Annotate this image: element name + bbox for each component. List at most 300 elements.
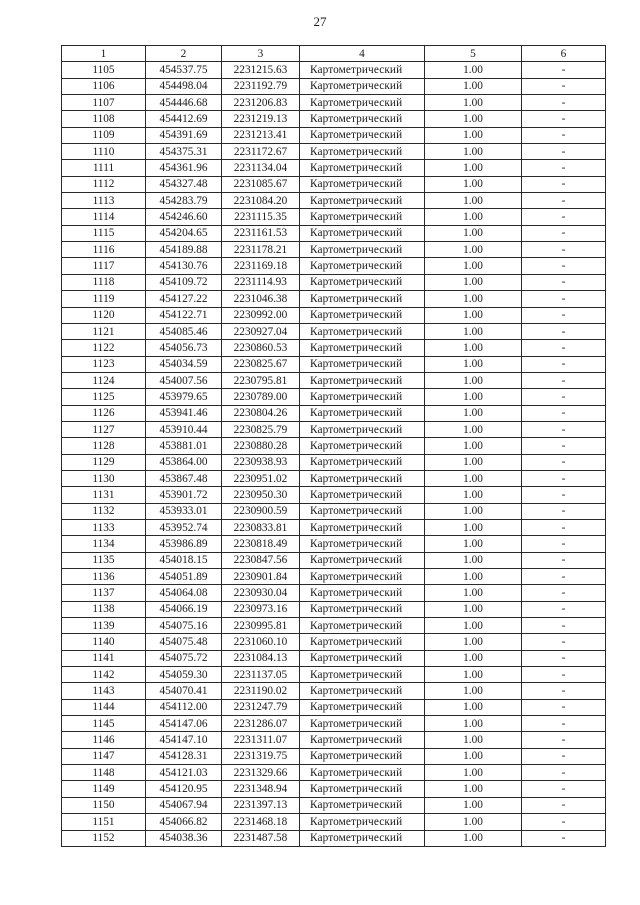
point-number-cell: 1126 xyxy=(62,405,146,421)
point-number-cell: 1124 xyxy=(62,372,146,388)
table-row xyxy=(62,618,606,634)
method-cell: Картометрический xyxy=(300,748,425,764)
x-coordinate-cell: 454120.95 xyxy=(146,781,222,797)
table-row xyxy=(62,765,606,781)
table-row xyxy=(62,372,606,388)
table-row xyxy=(62,470,606,486)
note-cell: - xyxy=(522,176,606,192)
x-coordinate-cell: 454122.71 xyxy=(146,307,222,323)
accuracy-cell: 1.00 xyxy=(425,291,522,307)
accuracy-cell: 1.00 xyxy=(425,62,522,78)
x-coordinate-cell: 454121.03 xyxy=(146,765,222,781)
point-number-cell: 1129 xyxy=(62,454,146,470)
method-cell: Картометрический xyxy=(300,274,425,290)
table-row xyxy=(62,699,606,715)
note-cell: - xyxy=(522,667,606,683)
point-number-cell: 1119 xyxy=(62,291,146,307)
x-coordinate-cell: 454204.65 xyxy=(146,225,222,241)
x-coordinate-cell: 454147.06 xyxy=(146,716,222,732)
accuracy-cell: 1.00 xyxy=(425,732,522,748)
table-row xyxy=(62,421,606,437)
accuracy-cell: 1.00 xyxy=(425,356,522,372)
table-row xyxy=(62,62,606,78)
accuracy-cell: 1.00 xyxy=(425,601,522,617)
note-cell: - xyxy=(522,389,606,405)
x-coordinate-cell: 454075.72 xyxy=(146,650,222,666)
note-cell: - xyxy=(522,95,606,111)
x-coordinate-cell: 454361.96 xyxy=(146,160,222,176)
x-coordinate-cell: 454127.22 xyxy=(146,291,222,307)
note-cell: - xyxy=(522,144,606,160)
y-coordinate-cell: 2230930.04 xyxy=(222,585,300,601)
table-row xyxy=(62,650,606,666)
header-row xyxy=(62,46,606,62)
method-cell: Картометрический xyxy=(300,781,425,797)
y-coordinate-cell: 2231190.02 xyxy=(222,683,300,699)
method-cell: Картометрический xyxy=(300,111,425,127)
accuracy-cell: 1.00 xyxy=(425,699,522,715)
accuracy-cell: 1.00 xyxy=(425,716,522,732)
method-cell: Картометрический xyxy=(300,716,425,732)
method-cell: Картометрический xyxy=(300,421,425,437)
y-coordinate-cell: 2231115.35 xyxy=(222,209,300,225)
y-coordinate-cell: 2230847.56 xyxy=(222,552,300,568)
y-coordinate-cell: 2231311.07 xyxy=(222,732,300,748)
note-cell: - xyxy=(522,716,606,732)
note-cell: - xyxy=(522,307,606,323)
accuracy-cell: 1.00 xyxy=(425,667,522,683)
note-cell: - xyxy=(522,470,606,486)
table-row xyxy=(62,405,606,421)
method-cell: Картометрический xyxy=(300,667,425,683)
x-coordinate-cell: 454007.56 xyxy=(146,372,222,388)
method-cell: Картометрический xyxy=(300,372,425,388)
column-header-2: 2 xyxy=(146,46,222,62)
x-coordinate-cell: 454066.82 xyxy=(146,814,222,830)
x-coordinate-cell: 453933.01 xyxy=(146,503,222,519)
accuracy-cell: 1.00 xyxy=(425,323,522,339)
table-row xyxy=(62,95,606,111)
accuracy-cell: 1.00 xyxy=(425,519,522,535)
y-coordinate-cell: 2231468.18 xyxy=(222,814,300,830)
x-coordinate-cell: 453979.65 xyxy=(146,389,222,405)
method-cell: Картометрический xyxy=(300,830,425,846)
note-cell: - xyxy=(522,569,606,585)
note-cell: - xyxy=(522,421,606,437)
y-coordinate-cell: 2230825.79 xyxy=(222,421,300,437)
accuracy-cell: 1.00 xyxy=(425,470,522,486)
point-number-cell: 1141 xyxy=(62,650,146,666)
table-row xyxy=(62,323,606,339)
accuracy-cell: 1.00 xyxy=(425,111,522,127)
note-cell: - xyxy=(522,160,606,176)
y-coordinate-cell: 2231060.10 xyxy=(222,634,300,650)
x-coordinate-cell: 454034.59 xyxy=(146,356,222,372)
note-cell: - xyxy=(522,634,606,650)
note-cell: - xyxy=(522,372,606,388)
y-coordinate-cell: 2231134.04 xyxy=(222,160,300,176)
note-cell: - xyxy=(522,765,606,781)
point-number-cell: 1148 xyxy=(62,765,146,781)
note-cell: - xyxy=(522,438,606,454)
point-number-cell: 1117 xyxy=(62,258,146,274)
point-number-cell: 1151 xyxy=(62,814,146,830)
method-cell: Картометрический xyxy=(300,176,425,192)
coordinates-table xyxy=(61,45,606,847)
note-cell: - xyxy=(522,699,606,715)
point-number-cell: 1132 xyxy=(62,503,146,519)
point-number-cell: 1127 xyxy=(62,421,146,437)
point-number-cell: 1107 xyxy=(62,95,146,111)
x-coordinate-cell: 454085.46 xyxy=(146,323,222,339)
y-coordinate-cell: 2231215.63 xyxy=(222,62,300,78)
y-coordinate-cell: 2231213.41 xyxy=(222,127,300,143)
method-cell: Картометрический xyxy=(300,519,425,535)
point-number-cell: 1123 xyxy=(62,356,146,372)
y-coordinate-cell: 2231114.93 xyxy=(222,274,300,290)
point-number-cell: 1106 xyxy=(62,78,146,94)
y-coordinate-cell: 2231084.13 xyxy=(222,650,300,666)
accuracy-cell: 1.00 xyxy=(425,683,522,699)
accuracy-cell: 1.00 xyxy=(425,225,522,241)
x-coordinate-cell: 454375.31 xyxy=(146,144,222,160)
point-number-cell: 1120 xyxy=(62,307,146,323)
table-row xyxy=(62,209,606,225)
method-cell: Картометрический xyxy=(300,797,425,813)
table-row xyxy=(62,454,606,470)
point-number-cell: 1131 xyxy=(62,487,146,503)
method-cell: Картометрический xyxy=(300,585,425,601)
y-coordinate-cell: 2231348.94 xyxy=(222,781,300,797)
table-row xyxy=(62,127,606,143)
note-cell: - xyxy=(522,732,606,748)
x-coordinate-cell: 454109.72 xyxy=(146,274,222,290)
point-number-cell: 1142 xyxy=(62,667,146,683)
method-cell: Картометрический xyxy=(300,487,425,503)
table-row xyxy=(62,78,606,94)
accuracy-cell: 1.00 xyxy=(425,421,522,437)
x-coordinate-cell: 454327.48 xyxy=(146,176,222,192)
note-cell: - xyxy=(522,193,606,209)
note-cell: - xyxy=(522,487,606,503)
y-coordinate-cell: 2231286.07 xyxy=(222,716,300,732)
x-coordinate-cell: 454130.76 xyxy=(146,258,222,274)
x-coordinate-cell: 454064.08 xyxy=(146,585,222,601)
x-coordinate-cell: 454018.15 xyxy=(146,552,222,568)
x-coordinate-cell: 453901.72 xyxy=(146,487,222,503)
accuracy-cell: 1.00 xyxy=(425,340,522,356)
x-coordinate-cell: 453910.44 xyxy=(146,421,222,437)
point-number-cell: 1115 xyxy=(62,225,146,241)
point-number-cell: 1118 xyxy=(62,274,146,290)
y-coordinate-cell: 2230900.59 xyxy=(222,503,300,519)
method-cell: Картометрический xyxy=(300,209,425,225)
method-cell: Картометрический xyxy=(300,242,425,258)
accuracy-cell: 1.00 xyxy=(425,634,522,650)
method-cell: Картометрический xyxy=(300,193,425,209)
method-cell: Картометрический xyxy=(300,503,425,519)
table-row xyxy=(62,732,606,748)
method-cell: Картометрический xyxy=(300,95,425,111)
accuracy-cell: 1.00 xyxy=(425,765,522,781)
table-row xyxy=(62,569,606,585)
accuracy-cell: 1.00 xyxy=(425,536,522,552)
accuracy-cell: 1.00 xyxy=(425,307,522,323)
note-cell: - xyxy=(522,274,606,290)
accuracy-cell: 1.00 xyxy=(425,797,522,813)
method-cell: Картометрический xyxy=(300,291,425,307)
table-row xyxy=(62,225,606,241)
point-number-cell: 1135 xyxy=(62,552,146,568)
note-cell: - xyxy=(522,405,606,421)
x-coordinate-cell: 454246.60 xyxy=(146,209,222,225)
method-cell: Картометрический xyxy=(300,323,425,339)
table-row xyxy=(62,176,606,192)
column-header-5: 5 xyxy=(425,46,522,62)
accuracy-cell: 1.00 xyxy=(425,438,522,454)
method-cell: Картометрический xyxy=(300,536,425,552)
y-coordinate-cell: 2230880.28 xyxy=(222,438,300,454)
method-cell: Картометрический xyxy=(300,340,425,356)
point-number-cell: 1113 xyxy=(62,193,146,209)
table-row xyxy=(62,258,606,274)
accuracy-cell: 1.00 xyxy=(425,372,522,388)
method-cell: Картометрический xyxy=(300,683,425,699)
method-cell: Картометрический xyxy=(300,732,425,748)
method-cell: Картометрический xyxy=(300,552,425,568)
note-cell: - xyxy=(522,503,606,519)
y-coordinate-cell: 2230992.00 xyxy=(222,307,300,323)
method-cell: Картометрический xyxy=(300,814,425,830)
table-row xyxy=(62,389,606,405)
note-cell: - xyxy=(522,242,606,258)
y-coordinate-cell: 2230825.67 xyxy=(222,356,300,372)
x-coordinate-cell: 454075.48 xyxy=(146,634,222,650)
x-coordinate-cell: 454066.19 xyxy=(146,601,222,617)
point-number-cell: 1143 xyxy=(62,683,146,699)
accuracy-cell: 1.00 xyxy=(425,78,522,94)
note-cell: - xyxy=(522,536,606,552)
method-cell: Картометрический xyxy=(300,225,425,241)
method-cell: Картометрический xyxy=(300,405,425,421)
x-coordinate-cell: 454498.04 xyxy=(146,78,222,94)
method-cell: Картометрический xyxy=(300,601,425,617)
method-cell: Картометрический xyxy=(300,389,425,405)
note-cell: - xyxy=(522,454,606,470)
column-header-3: 3 xyxy=(222,46,300,62)
point-number-cell: 1138 xyxy=(62,601,146,617)
accuracy-cell: 1.00 xyxy=(425,274,522,290)
y-coordinate-cell: 2231169.18 xyxy=(222,258,300,274)
y-coordinate-cell: 2230995.81 xyxy=(222,618,300,634)
accuracy-cell: 1.00 xyxy=(425,242,522,258)
table-row xyxy=(62,781,606,797)
column-header-4: 4 xyxy=(300,46,425,62)
x-coordinate-cell: 454038.36 xyxy=(146,830,222,846)
accuracy-cell: 1.00 xyxy=(425,160,522,176)
x-coordinate-cell: 454056.73 xyxy=(146,340,222,356)
table-row xyxy=(62,307,606,323)
method-cell: Картометрический xyxy=(300,650,425,666)
point-number-cell: 1130 xyxy=(62,470,146,486)
note-cell: - xyxy=(522,258,606,274)
table-row xyxy=(62,585,606,601)
method-cell: Картометрический xyxy=(300,356,425,372)
point-number-cell: 1150 xyxy=(62,797,146,813)
table-row xyxy=(62,340,606,356)
note-cell: - xyxy=(522,781,606,797)
note-cell: - xyxy=(522,585,606,601)
x-coordinate-cell: 453864.00 xyxy=(146,454,222,470)
accuracy-cell: 1.00 xyxy=(425,389,522,405)
y-coordinate-cell: 2230818.49 xyxy=(222,536,300,552)
x-coordinate-cell: 453941.46 xyxy=(146,405,222,421)
x-coordinate-cell: 454537.75 xyxy=(146,62,222,78)
accuracy-cell: 1.00 xyxy=(425,405,522,421)
column-header-1: 1 xyxy=(62,46,146,62)
table-row xyxy=(62,291,606,307)
y-coordinate-cell: 2231206.83 xyxy=(222,95,300,111)
point-number-cell: 1134 xyxy=(62,536,146,552)
point-number-cell: 1145 xyxy=(62,716,146,732)
note-cell: - xyxy=(522,127,606,143)
method-cell: Картометрический xyxy=(300,307,425,323)
note-cell: - xyxy=(522,797,606,813)
accuracy-cell: 1.00 xyxy=(425,781,522,797)
point-number-cell: 1121 xyxy=(62,323,146,339)
note-cell: - xyxy=(522,601,606,617)
y-coordinate-cell: 2230951.02 xyxy=(222,470,300,486)
table-row xyxy=(62,519,606,535)
y-coordinate-cell: 2231172.67 xyxy=(222,144,300,160)
table-row xyxy=(62,503,606,519)
accuracy-cell: 1.00 xyxy=(425,814,522,830)
x-coordinate-cell: 454283.79 xyxy=(146,193,222,209)
point-number-cell: 1133 xyxy=(62,519,146,535)
y-coordinate-cell: 2230795.81 xyxy=(222,372,300,388)
point-number-cell: 1139 xyxy=(62,618,146,634)
x-coordinate-cell: 454128.31 xyxy=(146,748,222,764)
table-row xyxy=(62,601,606,617)
accuracy-cell: 1.00 xyxy=(425,176,522,192)
y-coordinate-cell: 2230789.00 xyxy=(222,389,300,405)
table-row xyxy=(62,144,606,160)
point-number-cell: 1108 xyxy=(62,111,146,127)
table-row xyxy=(62,160,606,176)
x-coordinate-cell: 454075.16 xyxy=(146,618,222,634)
point-number-cell: 1144 xyxy=(62,699,146,715)
table-row xyxy=(62,487,606,503)
table-row xyxy=(62,830,606,846)
x-coordinate-cell: 454412.69 xyxy=(146,111,222,127)
point-number-cell: 1110 xyxy=(62,144,146,160)
note-cell: - xyxy=(522,340,606,356)
x-coordinate-cell: 454147.10 xyxy=(146,732,222,748)
note-cell: - xyxy=(522,111,606,127)
y-coordinate-cell: 2231319.75 xyxy=(222,748,300,764)
y-coordinate-cell: 2230973.16 xyxy=(222,601,300,617)
method-cell: Картометрический xyxy=(300,62,425,78)
y-coordinate-cell: 2230804.26 xyxy=(222,405,300,421)
note-cell: - xyxy=(522,814,606,830)
table-row xyxy=(62,193,606,209)
accuracy-cell: 1.00 xyxy=(425,503,522,519)
method-cell: Картометрический xyxy=(300,470,425,486)
x-coordinate-cell: 453881.01 xyxy=(146,438,222,454)
y-coordinate-cell: 2231247.79 xyxy=(222,699,300,715)
method-cell: Картометрический xyxy=(300,78,425,94)
table-row xyxy=(62,716,606,732)
method-cell: Картометрический xyxy=(300,699,425,715)
accuracy-cell: 1.00 xyxy=(425,552,522,568)
table-body xyxy=(62,62,606,847)
table-row xyxy=(62,814,606,830)
accuracy-cell: 1.00 xyxy=(425,454,522,470)
x-coordinate-cell: 454446.68 xyxy=(146,95,222,111)
table-row xyxy=(62,748,606,764)
y-coordinate-cell: 2231219.13 xyxy=(222,111,300,127)
method-cell: Картометрический xyxy=(300,127,425,143)
accuracy-cell: 1.00 xyxy=(425,144,522,160)
point-number-cell: 1146 xyxy=(62,732,146,748)
table-row xyxy=(62,111,606,127)
x-coordinate-cell: 454051.89 xyxy=(146,569,222,585)
note-cell: - xyxy=(522,356,606,372)
y-coordinate-cell: 2231084.20 xyxy=(222,193,300,209)
accuracy-cell: 1.00 xyxy=(425,258,522,274)
note-cell: - xyxy=(522,683,606,699)
y-coordinate-cell: 2230833.81 xyxy=(222,519,300,535)
accuracy-cell: 1.00 xyxy=(425,569,522,585)
point-number-cell: 1147 xyxy=(62,748,146,764)
y-coordinate-cell: 2230860.53 xyxy=(222,340,300,356)
point-number-cell: 1128 xyxy=(62,438,146,454)
note-cell: - xyxy=(522,291,606,307)
method-cell: Картометрический xyxy=(300,569,425,585)
table-row xyxy=(62,683,606,699)
point-number-cell: 1122 xyxy=(62,340,146,356)
method-cell: Картометрический xyxy=(300,634,425,650)
accuracy-cell: 1.00 xyxy=(425,209,522,225)
x-coordinate-cell: 453867.48 xyxy=(146,470,222,486)
point-number-cell: 1112 xyxy=(62,176,146,192)
table-row xyxy=(62,274,606,290)
x-coordinate-cell: 454112.00 xyxy=(146,699,222,715)
note-cell: - xyxy=(522,209,606,225)
table-header xyxy=(62,46,606,62)
note-cell: - xyxy=(522,78,606,94)
point-number-cell: 1137 xyxy=(62,585,146,601)
point-number-cell: 1109 xyxy=(62,127,146,143)
x-coordinate-cell: 453986.89 xyxy=(146,536,222,552)
y-coordinate-cell: 2231192.79 xyxy=(222,78,300,94)
point-number-cell: 1140 xyxy=(62,634,146,650)
method-cell: Картометрический xyxy=(300,438,425,454)
y-coordinate-cell: 2230927.04 xyxy=(222,323,300,339)
note-cell: - xyxy=(522,323,606,339)
y-coordinate-cell: 2230901.84 xyxy=(222,569,300,585)
point-number-cell: 1116 xyxy=(62,242,146,258)
y-coordinate-cell: 2231397.13 xyxy=(222,797,300,813)
method-cell: Картометрический xyxy=(300,618,425,634)
accuracy-cell: 1.00 xyxy=(425,585,522,601)
y-coordinate-cell: 2231161.53 xyxy=(222,225,300,241)
point-number-cell: 1114 xyxy=(62,209,146,225)
x-coordinate-cell: 454059.30 xyxy=(146,667,222,683)
accuracy-cell: 1.00 xyxy=(425,650,522,666)
table-row xyxy=(62,242,606,258)
table-row xyxy=(62,797,606,813)
